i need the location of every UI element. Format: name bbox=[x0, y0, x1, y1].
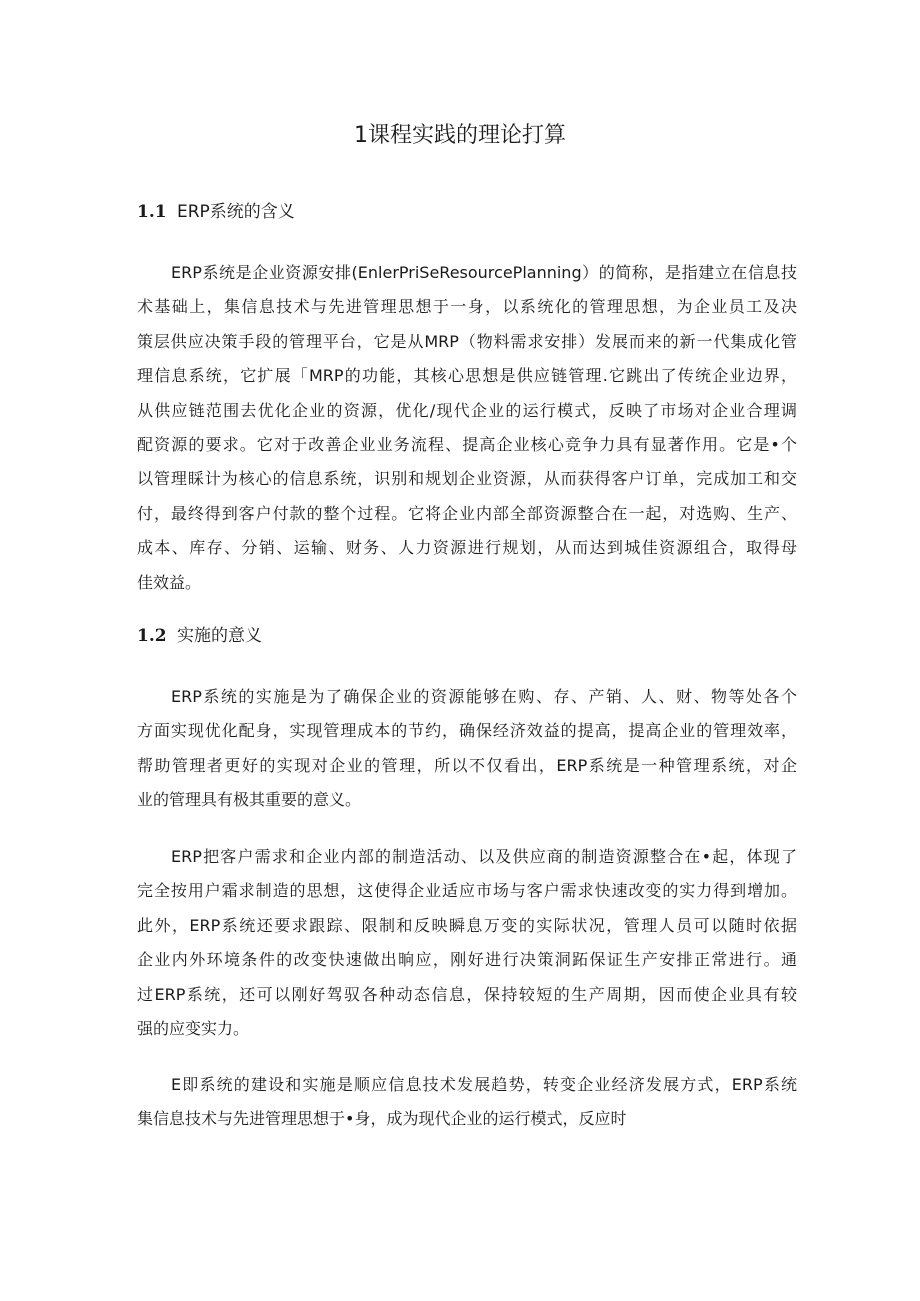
paragraph-line: 配资源的要求。它对于改善企业业务流程、提高企业核心竞争力具有显著作用。它是•个 bbox=[137, 435, 797, 455]
chapter-title: 1课程实践的理论打算 bbox=[354, 123, 566, 148]
paragraph-line: 强的应变实力。 bbox=[137, 1019, 250, 1039]
paragraph-line: 业的管理具有极其重要的意义。 bbox=[137, 790, 362, 810]
paragraph-line: 术基础上，集信息技术与先进管理思想于一身，以系统化的管理思想，为企业员工及决 bbox=[137, 297, 797, 317]
paragraph-line: 方面实现优化配身，实现管理成本的节约，确保经济效益的提高，提高企业的管理效率， bbox=[137, 721, 797, 741]
paragraph-implementation-purpose bbox=[137, 680, 797, 818]
paragraph-line: 成本、库存、分销、运输、财务、人力资源进行规划，从而达到城佳资源组合，取得母 bbox=[137, 538, 797, 558]
paragraph-line: ERP系统的实施是为了确保企业的资源能够在购、存、产销、人、财、物等处各个 bbox=[171, 687, 797, 706]
section-number: 1.2 bbox=[137, 626, 167, 646]
paragraph-line: 帮助管理者更好的实现对企业的管理，所以不仅看出，ERP系统是一种管理系统，对企 bbox=[137, 755, 797, 775]
paragraph-erp-construction bbox=[137, 1068, 797, 1137]
section-heading-1-2 bbox=[137, 622, 262, 650]
paragraph-line: 以管理睬计为核心的信息系统，识别和规划企业资源，从而获得客户订单，完成加工和交 bbox=[137, 469, 797, 489]
paragraph-line: 过ERP系统，还可以刚好驾驭各种动态信息，保持较短的生产周期，因而使企业具有较 bbox=[137, 984, 797, 1004]
paragraph-line: 付，最终得到客户付款的整个过程。它将企业内部全部资源整合在一起，对选购、生产、 bbox=[137, 503, 797, 523]
paragraph-erp-definition bbox=[137, 256, 797, 600]
paragraph-customer-demand bbox=[137, 840, 797, 1046]
section-title: ERP系统的含义 bbox=[177, 202, 295, 222]
paragraph-line: 理信息系统，它扩展「MRP的功能，其核心思想是供应链管理.它跳出了传统企业边界， bbox=[137, 366, 797, 386]
paragraph-line: 集信息技术与先进管理思想于•身，成为现代企业的运行模式，反应时 bbox=[137, 1109, 627, 1129]
paragraph-line: 策层供应决策手段的管理平台，它是从MRP（物料需求安排）发展而来的新一代集成化管 bbox=[137, 331, 797, 351]
section-title: 实施的意义 bbox=[177, 626, 262, 646]
paragraph-line: ERP系统是企业资源安排(EnlerPriSeResourcePlanning）的简称，是指建立在信息技 bbox=[171, 263, 797, 282]
paragraph-line: E即系统的建设和实施是顺应信息技术发展趋势，转变企业经济发展方式，ERP系统 bbox=[171, 1075, 797, 1094]
paragraph-line: 此外，ERP系统还要求跟踪、限制和反映瞬息万变的实际状况，管理人员可以随时依据 bbox=[137, 915, 797, 935]
paragraph-line: 从供应链范围去优化企业的资源，优化/现代企业的运行模式，反映了市场对企业合理调 bbox=[137, 400, 797, 420]
section-number: 1.1 bbox=[137, 202, 167, 222]
paragraph-line: 佳效益。 bbox=[137, 572, 202, 592]
paragraph-line: 完全按用户霜求制造的思想，这使得企业适应市场与客户需求快速改变的实力得到增加。 bbox=[137, 881, 797, 901]
paragraph-line: 企业内外环境条件的改变快速做出晌应，刚好进行决策洞跖保证生产安排正常进行。通 bbox=[137, 950, 797, 970]
section-heading-1-1 bbox=[137, 198, 295, 226]
paragraph-line: ERP把客户需求和企业内部的制造活动、以及供应商的制造资源整合在•起，体现了 bbox=[171, 847, 797, 866]
